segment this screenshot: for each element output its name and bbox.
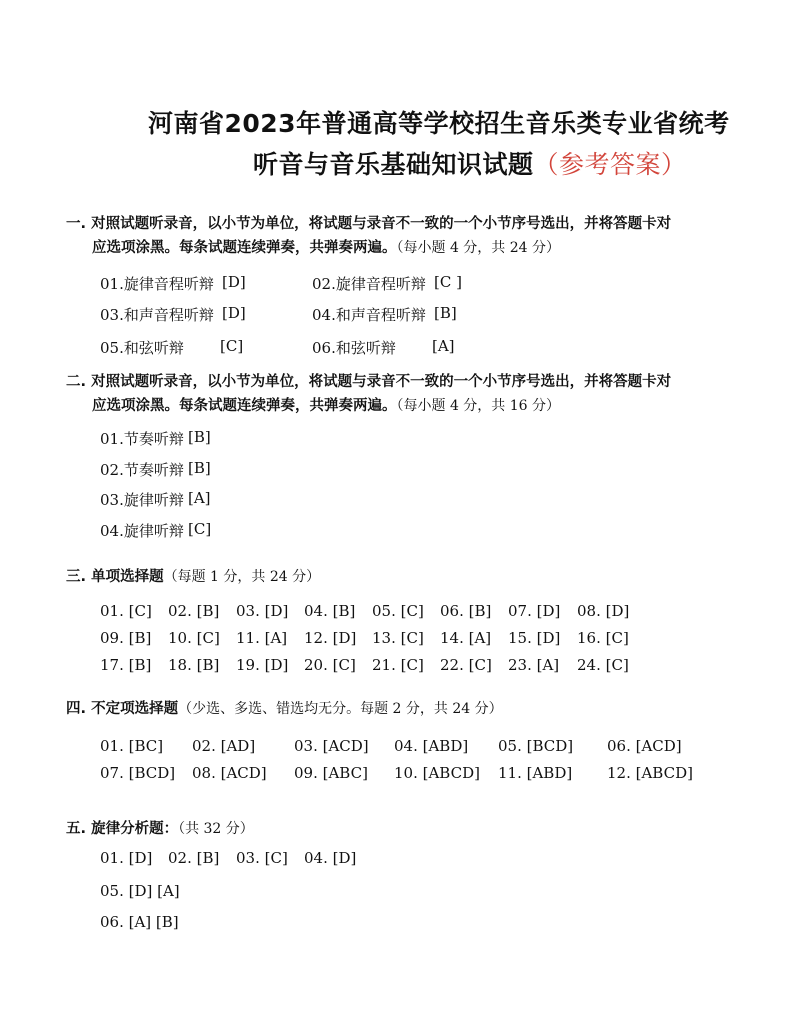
section-number: 一. [66, 216, 87, 232]
answer-value: [D] [222, 273, 246, 291]
answer-item: 01. [D] [100, 849, 153, 867]
section-text: 应选项涂黑。每条试题连续弹奏，共弹奏两遍。 [92, 398, 397, 414]
answer-item: 12. [ABCD] [607, 764, 693, 782]
answer-item: 19. [D] [236, 656, 289, 674]
answer-label: 03.旋律听辩 [100, 491, 184, 509]
section-number: 三. [66, 569, 87, 585]
answer-value: [D] [222, 304, 246, 322]
section-text: 不定项选择题 [91, 701, 179, 717]
answer-item: 17. [B] [100, 656, 152, 674]
doc-subtitle [253, 145, 687, 181]
answer-item: 16. [C] [577, 629, 629, 647]
answer-item: 11. [ABD] [498, 764, 573, 782]
answer-item: 23. [A] [508, 656, 560, 674]
answer-label: 02.旋律音程听辩 [312, 275, 426, 293]
answer-item: 01. [C] [100, 602, 152, 620]
answer-item: 05. [D] [A] [100, 882, 180, 900]
answer-label: 01.旋律音程听辩 [100, 275, 214, 293]
answer-label: 04.旋律听辩 [100, 521, 184, 540]
answer-label: 01.节奏听辩 [100, 430, 184, 448]
section-text: 对照试题听录音，以小节为单位，将试题与录音不一致的一个小节序号选出，并将答题卡对 [91, 374, 672, 390]
answer-value: [B] [188, 458, 211, 477]
answer-item: 21. [C] [372, 656, 424, 674]
answer-label: 06.和弦听辩 [312, 339, 396, 357]
answer-item: 04. [D] [304, 849, 357, 867]
answer-item: 02. [AD] [192, 737, 256, 755]
answer-item: 13. [C] [372, 629, 424, 647]
answer-value: [C ] [434, 273, 462, 291]
answer-item: 02. [B] [168, 602, 220, 620]
section-note: （每题 1 分，共 24 分） [163, 569, 321, 585]
answer-item: 20. [C] [304, 656, 356, 674]
answer-item: 15. [D] [508, 629, 561, 647]
answer-item: 06. [B] [440, 602, 492, 620]
section-note: （每小题 4 分，共 16 分） [396, 398, 561, 414]
answer-item: 04. [ABD] [394, 737, 469, 755]
answer-item: 14. [A] [440, 629, 492, 647]
answer-item: 05. [BCD] [498, 737, 574, 755]
subtitle-answer-key: （参考答案） [533, 150, 687, 179]
answer-item: 11. [A] [236, 629, 288, 647]
section-note: （每小题 4 分，共 24 分） [396, 240, 561, 256]
doc-title: 河南省2023年普通高等学校招生音乐类专业省统考 [148, 109, 730, 138]
answer-item: 08. [D] [577, 602, 630, 620]
section-5-heading [66, 817, 254, 841]
section-4-heading [66, 697, 503, 721]
answer-item: 02. [B] [168, 849, 220, 867]
answer-item: 18. [B] [168, 656, 220, 674]
answer-item: 22. [C] [440, 656, 492, 674]
answer-label: 03.和声音程听辩 [100, 306, 214, 324]
section-note: （少选、多选、错选均无分。每题 2 分，共 24 分） [178, 701, 503, 717]
section-text: 单项选择题 [91, 569, 164, 585]
answer-item: 24. [C] [577, 656, 629, 674]
answer-value: [B] [434, 304, 457, 322]
section-note: （共 32 分） [178, 821, 254, 837]
section-1-heading [66, 212, 671, 260]
answer-value: [A] [188, 489, 211, 507]
answer-label: 04.和声音程听辩 [312, 306, 426, 324]
answer-item: 05. [C] [372, 602, 424, 620]
answer-item: 10. [C] [168, 629, 220, 647]
section-text: 旋律分析题： [91, 821, 179, 837]
answer-item: 03. [D] [236, 602, 289, 620]
answer-item: 07. [D] [508, 602, 561, 620]
answer-label: 02.节奏听辩 [100, 460, 184, 479]
answer-value: [A] [432, 337, 455, 355]
section-2-heading [66, 370, 671, 418]
answer-value: [C] [220, 337, 244, 355]
answer-item: 12. [D] [304, 629, 357, 647]
answer-item: 03. [ACD] [294, 737, 369, 755]
answer-item: 01. [BC] [100, 737, 164, 755]
section-text: 应选项涂黑。每条试题连续弹奏，共弹奏两遍。 [92, 240, 397, 256]
answer-item: 10. [ABCD] [394, 764, 480, 782]
section-number: 四. [66, 701, 87, 717]
section-3-heading [66, 565, 320, 589]
answer-item: 04. [B] [304, 602, 356, 620]
answer-item: 07. [BCD] [100, 764, 176, 782]
answer-value: [B] [188, 428, 211, 446]
answer-item: 03. [C] [236, 849, 288, 867]
answer-item: 06. [A] [B] [100, 913, 179, 931]
answer-item: 09. [ABC] [294, 764, 368, 782]
section-number: 二. [66, 374, 87, 390]
section-number: 五. [66, 821, 87, 837]
answer-label: 05.和弦听辩 [100, 339, 184, 357]
answer-value: [C] [188, 519, 212, 538]
answer-item: 09. [B] [100, 629, 152, 647]
answer-item: 08. [ACD] [192, 764, 267, 782]
section-text: 对照试题听录音，以小节为单位，将试题与录音不一致的一个小节序号选出，并将答题卡对 [91, 216, 672, 232]
answer-item: 06. [ACD] [607, 737, 682, 755]
subtitle-main: 听音与音乐基础知识试题 [253, 150, 534, 179]
